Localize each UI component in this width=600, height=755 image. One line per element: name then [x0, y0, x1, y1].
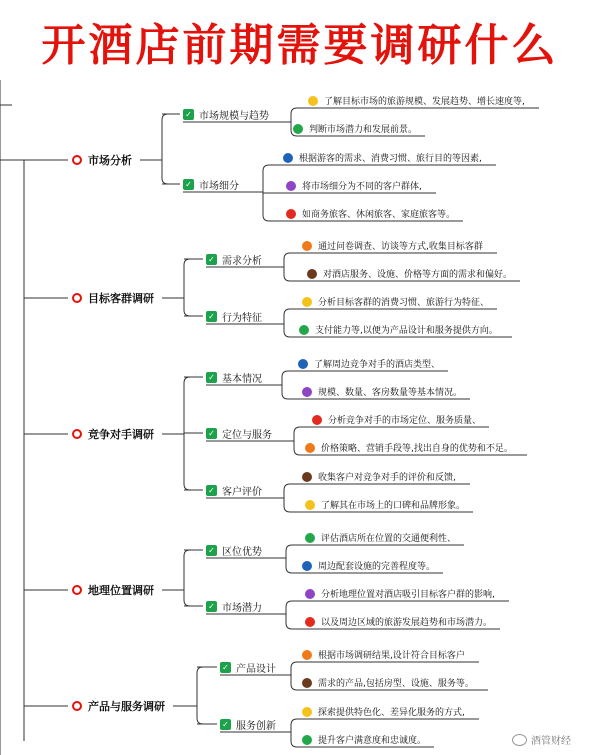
check-icon: ✓: [206, 372, 217, 383]
detail-item: [302, 470, 456, 483]
detail-text: 将市场细分为不同的客户群体,: [302, 182, 422, 192]
color-dot-icon: [302, 241, 312, 251]
color-dot-icon: [286, 181, 296, 191]
detail-text: 价格策略、营销手段等,找出自身的优势和不足。: [321, 444, 513, 454]
subtopic-label: 客户评价: [222, 487, 262, 498]
page-title: 开酒店前期需要调研什么: [41, 20, 559, 71]
subtopic-bracket: [284, 309, 290, 337]
category-node: [72, 152, 132, 168]
detail-item: [305, 615, 492, 628]
color-dot-icon: [305, 589, 315, 599]
subtopic-node: [220, 660, 276, 675]
category-label: 市场分析: [88, 154, 132, 167]
watermark: [512, 732, 571, 747]
color-dot-icon: [299, 325, 309, 335]
detail-text: 探索提供特色化、差异化服务的方式,: [318, 708, 465, 718]
detail-text: 判断市场潜力和发展前景。: [309, 125, 418, 135]
subtopic-bracket: [294, 427, 300, 455]
check-icon: ✓: [206, 545, 217, 556]
color-dot-icon: [305, 617, 315, 627]
detail-item: [312, 413, 481, 426]
detail-text: 需求的产品,包括房型、设施、服务等。: [318, 679, 474, 689]
subtopic-node: [206, 599, 262, 614]
detail-item: [299, 323, 498, 336]
color-dot-icon: [302, 561, 312, 571]
subtopic-label: 市场潜力: [222, 603, 262, 614]
color-dot-icon: [305, 443, 315, 453]
subtopic-node: [206, 426, 272, 441]
subtopic-bracket: [284, 484, 290, 512]
detail-text: 分析目标客群的消费习惯、旅游行为特征、: [318, 298, 490, 308]
detail-text: 根据游客的需求、消费习惯、旅行目的等因素,: [299, 154, 482, 164]
subtopic-label: 服务创新: [236, 721, 276, 732]
color-dot-icon: [298, 359, 308, 369]
circle-bullet-icon: [72, 155, 82, 165]
detail-item: [302, 733, 426, 746]
watermark-text: 酒管财经: [531, 736, 571, 747]
subtopic-node: [206, 483, 262, 498]
check-icon: ✓: [183, 109, 194, 120]
color-dot-icon: [286, 209, 296, 219]
check-icon: ✓: [206, 485, 217, 496]
subtopic-label: 行为特征: [222, 313, 262, 324]
detail-text: 评估酒店所在位置的交通便利性、: [321, 534, 457, 544]
check-icon: ✓: [206, 428, 217, 439]
color-dot-icon: [283, 153, 293, 163]
subtopic-node: [206, 543, 262, 558]
detail-text: 通过问卷调查、访谈等方式,收集目标客群: [318, 242, 483, 252]
detail-text: 以及周边区域的旅游发展趋势和市场潜力。: [321, 618, 493, 628]
detail-item: [302, 295, 489, 308]
check-icon: ✓: [206, 311, 217, 322]
color-dot-icon: [302, 297, 312, 307]
circle-bullet-icon: [72, 701, 82, 711]
category-label: 产品与服务调研: [88, 700, 165, 713]
subtopic-bracket: [286, 601, 292, 629]
detail-text: 了解其在市场上的口碑和品牌形象。: [321, 501, 466, 511]
detail-item: [302, 385, 462, 398]
detail-item: [307, 267, 512, 280]
subtopic-bracket: [286, 545, 292, 573]
subtopic-node: [183, 107, 269, 122]
color-dot-icon: [293, 124, 303, 134]
detail-text: 支付能力等,以便为产品设计和服务提供方向。: [315, 326, 498, 336]
category-label: 竞争对手调研: [88, 428, 154, 441]
color-dot-icon: [302, 650, 312, 660]
color-dot-icon: [302, 707, 312, 717]
color-dot-icon: [312, 415, 322, 425]
subtopic-node: [206, 309, 262, 324]
check-icon: ✓: [220, 719, 231, 730]
detail-text: 收集客户对竞争对手的评价和反馈,: [318, 473, 456, 483]
subtopic-bracket: [284, 253, 290, 281]
detail-item: [293, 122, 417, 135]
category-node: [72, 290, 154, 306]
circle-bullet-icon: [72, 585, 82, 595]
category-label: 目标客群调研: [88, 292, 154, 305]
circle-bullet-icon: [72, 293, 82, 303]
detail-text: 了解周边竞争对手的酒店类型、: [314, 360, 441, 370]
category-label: 地理位置调研: [88, 584, 154, 597]
check-icon: ✓: [183, 179, 194, 190]
subtopic-label: 基本情况: [222, 374, 262, 385]
subtopic-label: 需求分析: [222, 256, 262, 267]
subtopic-label: 定位与服务: [222, 430, 272, 441]
detail-text: 提升客户满意度和忠诚度。: [318, 736, 427, 746]
subtopic-label: 区位优势: [222, 547, 262, 558]
detail-item: [283, 151, 482, 164]
detail-item: [305, 587, 495, 600]
detail-text: 如商务旅客、休闲旅客、家庭旅客等。: [302, 210, 456, 220]
category-node: [72, 426, 154, 442]
subtopic-label: 产品设计: [236, 664, 276, 675]
color-dot-icon: [308, 96, 318, 106]
detail-item: [305, 531, 456, 544]
category-node: [72, 582, 154, 598]
subtopic-label: 市场规模与趋势: [199, 111, 269, 122]
category-bracket: [184, 550, 190, 606]
detail-item: [302, 676, 474, 689]
detail-item: [298, 357, 440, 370]
color-dot-icon: [305, 533, 315, 543]
subtopic-node: [206, 252, 262, 267]
detail-item: [286, 179, 422, 192]
subtopic-node: [183, 177, 239, 192]
detail-text: 对酒店服务、设施、价格等方面的需求和偏好。: [323, 270, 513, 280]
color-dot-icon: [307, 269, 317, 279]
detail-text: 周边配套设施的完善程度等。: [318, 562, 436, 572]
weibo-icon: [512, 734, 527, 746]
color-dot-icon: [302, 387, 312, 397]
subtopic-bracket: [282, 371, 288, 399]
color-dot-icon: [302, 735, 312, 745]
check-icon: ✓: [206, 254, 217, 265]
category-bracket: [184, 259, 190, 316]
category-node: [72, 698, 165, 714]
detail-item: [286, 207, 455, 220]
subtopic-label: 市场细分: [199, 181, 239, 192]
subtopic-node: [220, 717, 276, 732]
detail-text: 分析地理位置对酒店吸引目标客户群的影响,: [321, 590, 495, 600]
category-bracket: [197, 667, 203, 724]
subtopic-node: [206, 370, 262, 385]
subtopic-bracket: [291, 719, 297, 747]
circle-bullet-icon: [72, 429, 82, 439]
detail-item: [305, 441, 513, 454]
detail-item: [302, 239, 483, 252]
detail-text: 规模、数量、客房数量等基本情况。: [318, 388, 463, 398]
detail-item: [302, 559, 435, 572]
subtopic-bracket: [291, 662, 297, 690]
detail-item: [308, 94, 525, 107]
detail-item: [305, 498, 465, 511]
detail-item: [302, 705, 465, 718]
color-dot-icon: [305, 500, 315, 510]
check-icon: ✓: [206, 601, 217, 612]
color-dot-icon: [302, 678, 312, 688]
check-icon: ✓: [220, 662, 231, 673]
detail-text: 了解目标市场的旅游规模、发展趋势、增长速度等,: [324, 97, 525, 107]
color-dot-icon: [302, 472, 312, 482]
detail-text: 根据市场调研结果,设计符合目标客户: [318, 651, 465, 661]
detail-item: [302, 648, 465, 661]
category-bracket: [162, 114, 168, 184]
detail-text: 分析竞争对手的市场定位、服务质量、: [328, 416, 482, 426]
